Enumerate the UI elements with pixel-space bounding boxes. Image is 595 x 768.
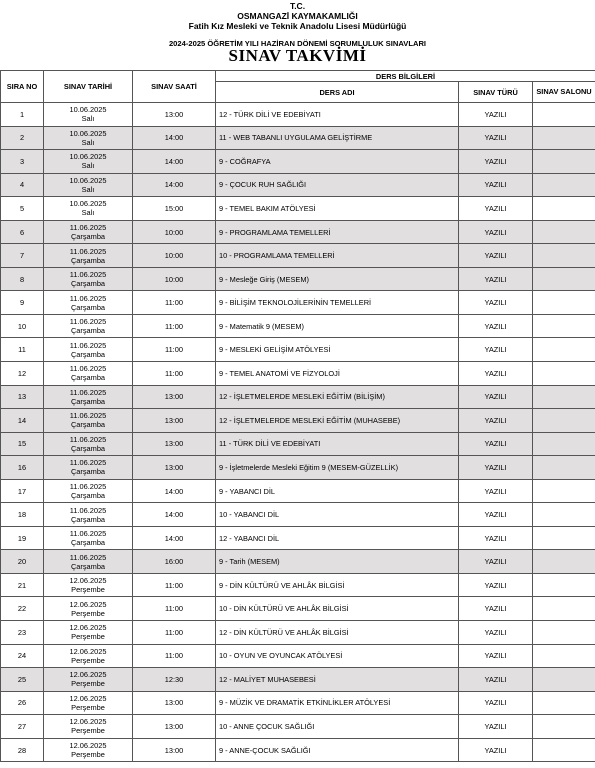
- cell-salonu: [533, 621, 595, 645]
- cell-ders-adi: 9 - COĞRAFYA: [216, 150, 459, 174]
- cell-saat: 14:00: [133, 173, 216, 197]
- cell-turu: YAZILI: [459, 385, 533, 409]
- cell-turu: YAZILI: [459, 150, 533, 174]
- cell-tarih: [44, 644, 133, 668]
- table-row: [1, 409, 595, 433]
- cell-ders-adi: 9 - Mesleğe Giriş (MESEM): [216, 267, 459, 291]
- cell-date: 11.06.2025: [69, 223, 107, 232]
- table-row: [1, 314, 595, 338]
- column-header-tarih: SINAV TARİHİ: [44, 71, 133, 103]
- cell-turu: YAZILI: [459, 456, 533, 480]
- cell-salonu: [533, 503, 595, 527]
- cell-turu: YAZILI: [459, 668, 533, 692]
- cell-ders-adi: 9 - YABANCI DİL: [216, 479, 459, 503]
- cell-ders-adi: 9 - MESLEKİ GELİŞİM ATÖLYESİ: [216, 338, 459, 362]
- cell-sira-no: 19: [1, 526, 44, 550]
- cell-saat: 10:00: [133, 267, 216, 291]
- table-row: [1, 150, 595, 174]
- column-header-salonu: SINAV SALONU: [533, 82, 595, 103]
- cell-date: 11.06.2025: [69, 387, 107, 397]
- cell-salonu: [533, 432, 595, 456]
- cell-day: Çarşamba: [70, 561, 106, 571]
- header-line-tc: T.C.: [289, 1, 306, 11]
- cell-turu: YAZILI: [459, 503, 533, 527]
- cell-turu: YAZILI: [459, 738, 533, 762]
- cell-turu: YAZILI: [459, 479, 533, 503]
- column-group-ders-bilgileri: DERS BİLGİLERİ: [216, 71, 595, 82]
- cell-date: 11.06.2025: [69, 293, 107, 303]
- cell-tarih: [44, 267, 133, 291]
- cell-saat: 11:00: [133, 362, 216, 386]
- cell-date: 11.06.2025: [69, 411, 107, 421]
- cell-turu: YAZILI: [459, 573, 533, 597]
- cell-ders-adi: 11 - TÜRK DİLİ VE EDEBİYATI: [216, 432, 459, 456]
- cell-turu: YAZILI: [459, 715, 533, 739]
- cell-day: Çarşamba: [70, 396, 106, 406]
- cell-sira-no: 16: [1, 456, 44, 480]
- cell-ders-adi: 10 - PROGRAMLAMA TEMELLERİ: [216, 244, 459, 268]
- cell-date: 12.06.2025: [69, 741, 107, 751]
- cell-turu: YAZILI: [459, 432, 533, 456]
- cell-salonu: [533, 738, 595, 762]
- cell-salonu: [533, 691, 595, 715]
- cell-turu: YAZILI: [459, 126, 533, 150]
- cell-ders-adi: 9 - MÜZİK VE DRAMATİK ETKİNLİKLER ATÖLYESİ: [216, 691, 459, 715]
- cell-tarih: [44, 126, 133, 150]
- cell-ders-adi: 10 - ANNE ÇOCUK SAĞLIĞI: [216, 715, 459, 739]
- cell-tarih: [44, 715, 133, 739]
- table-row: [1, 432, 595, 456]
- cell-date: 12.06.2025: [69, 693, 107, 703]
- cell-turu: YAZILI: [459, 338, 533, 362]
- cell-saat: 11:00: [133, 314, 216, 338]
- cell-salonu: [533, 173, 595, 197]
- cell-saat: 11:00: [133, 644, 216, 668]
- cell-day: Perşembe: [71, 750, 105, 760]
- cell-date: 12.06.2025: [69, 670, 107, 680]
- cell-ders-adi: 12 - MALİYET MUHASEBESİ: [216, 668, 459, 692]
- cell-day: Salı: [81, 184, 95, 194]
- cell-day: Çarşamba: [70, 443, 106, 453]
- cell-day: Perşembe: [71, 655, 105, 665]
- header-line-kaymakamlik: OSMANGAZİ KAYMAKAMLIĞI: [237, 11, 358, 21]
- cell-date: 11.06.2025: [69, 458, 107, 468]
- column-header-saat: SINAV SAATİ: [133, 71, 216, 103]
- cell-turu: YAZILI: [459, 244, 533, 268]
- cell-day: Perşembe: [71, 702, 105, 712]
- table-row: [1, 173, 595, 197]
- cell-turu: YAZILI: [459, 362, 533, 386]
- cell-turu: YAZILI: [459, 550, 533, 574]
- cell-ders-adi: 12 - DİN KÜLTÜRÜ VE AHLÂK BİLGİSİ: [216, 621, 459, 645]
- cell-ders-adi: 12 - İŞLETMELERDE MESLEKİ EĞİTİM (MUHASEBE): [216, 409, 459, 433]
- cell-date: 11.06.2025: [69, 529, 107, 539]
- cell-saat: 14:00: [133, 479, 216, 503]
- cell-day: Perşembe: [71, 679, 105, 689]
- cell-sira-no: 22: [1, 597, 44, 621]
- cell-ders-adi: 9 - TEMEL ANATOMİ VE FİZYOLOJİ: [216, 362, 459, 386]
- table-row: [1, 479, 595, 503]
- table-row: [1, 456, 595, 480]
- cell-ders-adi: 9 - TEMEL BAKIM ATÖLYESİ: [216, 197, 459, 221]
- table-row: [1, 597, 595, 621]
- cell-saat: 11:00: [133, 291, 216, 315]
- cell-salonu: [533, 197, 595, 221]
- cell-date: 11.06.2025: [69, 482, 107, 492]
- cell-salonu: [533, 409, 595, 433]
- table-row: [1, 267, 595, 291]
- exam-schedule-table: [0, 70, 595, 762]
- cell-saat: 10:00: [133, 220, 216, 244]
- cell-saat: 11:00: [133, 338, 216, 362]
- table-row: [1, 550, 595, 574]
- cell-tarih: [44, 526, 133, 550]
- cell-ders-adi: 9 - DİN KÜLTÜRÜ VE AHLÂK BİLGİSİ: [216, 573, 459, 597]
- cell-tarih: [44, 621, 133, 645]
- cell-ders-adi: 12 - YABANCI DİL: [216, 526, 459, 550]
- table-row: [1, 738, 595, 762]
- cell-sira-no: 5: [1, 197, 44, 221]
- header-line-exam-period: 2024-2025 ÖĞRETİM YILI HAZİRAN DÖNEMİ SORUMLULUK SINAVLARI: [168, 39, 427, 48]
- cell-sira-no: 20: [1, 550, 44, 574]
- cell-day: Çarşamba: [70, 302, 106, 312]
- table-row: [1, 103, 595, 127]
- cell-day: Çarşamba: [70, 326, 106, 336]
- cell-sira-no: 7: [1, 244, 44, 268]
- cell-tarih: [44, 197, 133, 221]
- cell-day: Çarşamba: [70, 420, 106, 430]
- cell-date: 12.06.2025: [69, 623, 107, 633]
- cell-sira-no: 25: [1, 668, 44, 692]
- cell-tarih: [44, 314, 133, 338]
- cell-tarih: [44, 385, 133, 409]
- cell-sira-no: 8: [1, 267, 44, 291]
- cell-saat: 13:00: [133, 456, 216, 480]
- cell-sira-no: 15: [1, 432, 44, 456]
- table-row: [1, 621, 595, 645]
- cell-saat: 14:00: [133, 526, 216, 550]
- cell-turu: YAZILI: [459, 267, 533, 291]
- cell-saat: 13:00: [133, 715, 216, 739]
- cell-sira-no: 17: [1, 479, 44, 503]
- cell-salonu: [533, 220, 595, 244]
- cell-saat: 14:00: [133, 503, 216, 527]
- cell-ders-adi: 10 - DİN KÜLTÜRÜ VE AHLÂK BİLGİSİ: [216, 597, 459, 621]
- cell-ders-adi: 12 - TÜRK DİLİ VE EDEBİYATI: [216, 103, 459, 127]
- cell-ders-adi: 10 - YABANCI DİL: [216, 503, 459, 527]
- cell-day: Çarşamba: [70, 467, 106, 477]
- table-row: [1, 126, 595, 150]
- cell-ders-adi: 11 - WEB TABANLI UYGULAMA GELİŞTİRME: [216, 126, 459, 150]
- cell-saat: 13:00: [133, 103, 216, 127]
- table-row: [1, 220, 595, 244]
- cell-date: 10.06.2025: [69, 175, 107, 185]
- cell-date: 10.06.2025: [69, 199, 107, 209]
- cell-salonu: [533, 668, 595, 692]
- cell-tarih: [44, 691, 133, 715]
- cell-saat: 13:00: [133, 432, 216, 456]
- table-row: [1, 526, 595, 550]
- cell-sira-no: 4: [1, 173, 44, 197]
- cell-date: 11.06.2025: [69, 270, 107, 280]
- cell-day: Çarşamba: [70, 232, 106, 241]
- cell-tarih: [44, 244, 133, 268]
- cell-date: 12.06.2025: [69, 599, 107, 609]
- cell-tarih: [44, 573, 133, 597]
- cell-day: Perşembe: [71, 632, 105, 642]
- table-row: [1, 715, 595, 739]
- cell-sira-no: 9: [1, 291, 44, 315]
- cell-sira-no: 24: [1, 644, 44, 668]
- cell-tarih: [44, 597, 133, 621]
- table-row: [1, 503, 595, 527]
- cell-day: Çarşamba: [70, 514, 106, 524]
- cell-ders-adi: 9 - ANNE-ÇOCUK SAĞLIĞI: [216, 738, 459, 762]
- cell-sira-no: 6: [1, 220, 44, 244]
- cell-salonu: [533, 550, 595, 574]
- cell-salonu: [533, 314, 595, 338]
- cell-ders-adi: 12 - İŞLETMELERDE MESLEKİ EĞİTİM (BİLİŞİM): [216, 385, 459, 409]
- cell-salonu: [533, 126, 595, 150]
- cell-salonu: [533, 479, 595, 503]
- cell-saat: 13:00: [133, 738, 216, 762]
- cell-date: 11.06.2025: [69, 505, 107, 515]
- cell-sira-no: 23: [1, 621, 44, 645]
- cell-tarih: [44, 456, 133, 480]
- cell-tarih: [44, 479, 133, 503]
- cell-sira-no: 26: [1, 691, 44, 715]
- cell-sira-no: 3: [1, 150, 44, 174]
- table-row: [1, 338, 595, 362]
- cell-day: Perşembe: [71, 726, 105, 736]
- cell-tarih: [44, 362, 133, 386]
- document-header: [0, 0, 595, 49]
- cell-ders-adi: 10 - OYUN VE OYUNCAK ATÖLYESİ: [216, 644, 459, 668]
- cell-tarih: [44, 550, 133, 574]
- table-row: [1, 691, 595, 715]
- cell-day: Perşembe: [71, 608, 105, 618]
- cell-sira-no: 27: [1, 715, 44, 739]
- table-row: [1, 644, 595, 668]
- cell-sira-no: 18: [1, 503, 44, 527]
- cell-date: 11.06.2025: [69, 552, 107, 562]
- cell-tarih: [44, 150, 133, 174]
- cell-turu: YAZILI: [459, 291, 533, 315]
- cell-saat: 13:00: [133, 691, 216, 715]
- cell-day: Çarşamba: [70, 255, 106, 265]
- cell-date: 11.06.2025: [69, 246, 107, 256]
- cell-ders-adi: 9 - ÇOCUK RUH SAĞLIĞI: [216, 173, 459, 197]
- cell-day: Salı: [81, 161, 95, 171]
- cell-tarih: [44, 338, 133, 362]
- cell-sira-no: 1: [1, 103, 44, 127]
- cell-sira-no: 10: [1, 314, 44, 338]
- cell-date: 11.06.2025: [69, 317, 107, 327]
- cell-turu: YAZILI: [459, 314, 533, 338]
- cell-salonu: [533, 597, 595, 621]
- cell-turu: YAZILI: [459, 220, 533, 244]
- table-row: [1, 385, 595, 409]
- cell-turu: YAZILI: [459, 103, 533, 127]
- column-header-ders-adi: DERS ADI: [216, 82, 459, 103]
- cell-salonu: [533, 267, 595, 291]
- cell-date: 11.06.2025: [69, 434, 107, 444]
- cell-turu: YAZILI: [459, 409, 533, 433]
- cell-date: 10.06.2025: [69, 152, 107, 162]
- cell-date: 12.06.2025: [69, 717, 107, 727]
- cell-tarih: [44, 291, 133, 315]
- cell-saat: 16:00: [133, 550, 216, 574]
- table-row: [1, 573, 595, 597]
- cell-salonu: [533, 644, 595, 668]
- cell-day: Çarşamba: [70, 349, 106, 359]
- cell-ders-adi: 9 - İşletmelerde Mesleki Eğitim 9 (MESEM-GÜZELLİK): [216, 456, 459, 480]
- cell-salonu: [533, 338, 595, 362]
- cell-turu: YAZILI: [459, 173, 533, 197]
- cell-saat: 14:00: [133, 126, 216, 150]
- cell-salonu: [533, 291, 595, 315]
- cell-tarih: [44, 220, 133, 244]
- cell-salonu: [533, 150, 595, 174]
- cell-salonu: [533, 715, 595, 739]
- cell-day: Salı: [81, 137, 95, 147]
- cell-day: Salı: [81, 114, 95, 124]
- cell-day: Çarşamba: [70, 538, 106, 548]
- cell-date: 12.06.2025: [69, 576, 107, 586]
- cell-saat: 11:00: [133, 573, 216, 597]
- cell-day: Çarşamba: [70, 491, 106, 501]
- cell-saat: 12:30: [133, 668, 216, 692]
- cell-turu: YAZILI: [459, 526, 533, 550]
- cell-sira-no: 2: [1, 126, 44, 150]
- column-header-turu: SINAV TÜRÜ: [459, 82, 533, 103]
- cell-salonu: [533, 362, 595, 386]
- cell-sira-no: 12: [1, 362, 44, 386]
- cell-saat: 11:00: [133, 597, 216, 621]
- cell-tarih: [44, 432, 133, 456]
- table-row: [1, 668, 595, 692]
- cell-turu: YAZILI: [459, 597, 533, 621]
- cell-sira-no: 11: [1, 338, 44, 362]
- cell-day: Çarşamba: [70, 279, 106, 289]
- cell-ders-adi: 9 - Matematik 9 (MESEM): [216, 314, 459, 338]
- cell-sira-no: 21: [1, 573, 44, 597]
- cell-saat: 10:00: [133, 244, 216, 268]
- cell-tarih: [44, 668, 133, 692]
- cell-date: 10.06.2025: [69, 105, 107, 115]
- column-header-sira-no: SIRA NO: [1, 71, 44, 103]
- cell-salonu: [533, 385, 595, 409]
- cell-day: Perşembe: [71, 585, 105, 595]
- document-title: SINAV TAKVİMİ: [228, 46, 367, 65]
- cell-tarih: [44, 173, 133, 197]
- cell-sira-no: 14: [1, 409, 44, 433]
- cell-date: 11.06.2025: [69, 364, 107, 374]
- cell-salonu: [533, 526, 595, 550]
- cell-turu: YAZILI: [459, 197, 533, 221]
- table-row: [1, 362, 595, 386]
- cell-tarih: [44, 409, 133, 433]
- cell-salonu: [533, 244, 595, 268]
- cell-turu: YAZILI: [459, 691, 533, 715]
- cell-ders-adi: 9 - PROGRAMLAMA TEMELLERİ: [216, 220, 459, 244]
- cell-saat: 13:00: [133, 385, 216, 409]
- cell-turu: YAZILI: [459, 621, 533, 645]
- cell-salonu: [533, 103, 595, 127]
- header-line-school: Fatih Kız Mesleki ve Teknik Anadolu Lisesi Müdürlüğü: [188, 21, 407, 31]
- cell-ders-adi: 9 - Tarih (MESEM): [216, 550, 459, 574]
- cell-tarih: [44, 738, 133, 762]
- cell-day: Çarşamba: [70, 373, 106, 383]
- cell-salonu: [533, 573, 595, 597]
- cell-saat: 11:00: [133, 621, 216, 645]
- cell-day: Salı: [81, 208, 95, 218]
- table-row: [1, 291, 595, 315]
- cell-saat: 13:00: [133, 409, 216, 433]
- cell-salonu: [533, 456, 595, 480]
- cell-sira-no: 28: [1, 738, 44, 762]
- cell-date: 11.06.2025: [69, 340, 107, 350]
- cell-date: 12.06.2025: [69, 646, 107, 656]
- cell-ders-adi: 9 - BİLİŞİM TEKNOLOJİLERİNİN TEMELLERİ: [216, 291, 459, 315]
- cell-saat: 15:00: [133, 197, 216, 221]
- cell-sira-no: 13: [1, 385, 44, 409]
- cell-saat: 14:00: [133, 150, 216, 174]
- cell-turu: YAZILI: [459, 644, 533, 668]
- cell-tarih: [44, 103, 133, 127]
- table-row: [1, 244, 595, 268]
- cell-tarih: [44, 503, 133, 527]
- cell-date: 10.06.2025: [69, 128, 107, 138]
- table-row: [1, 197, 595, 221]
